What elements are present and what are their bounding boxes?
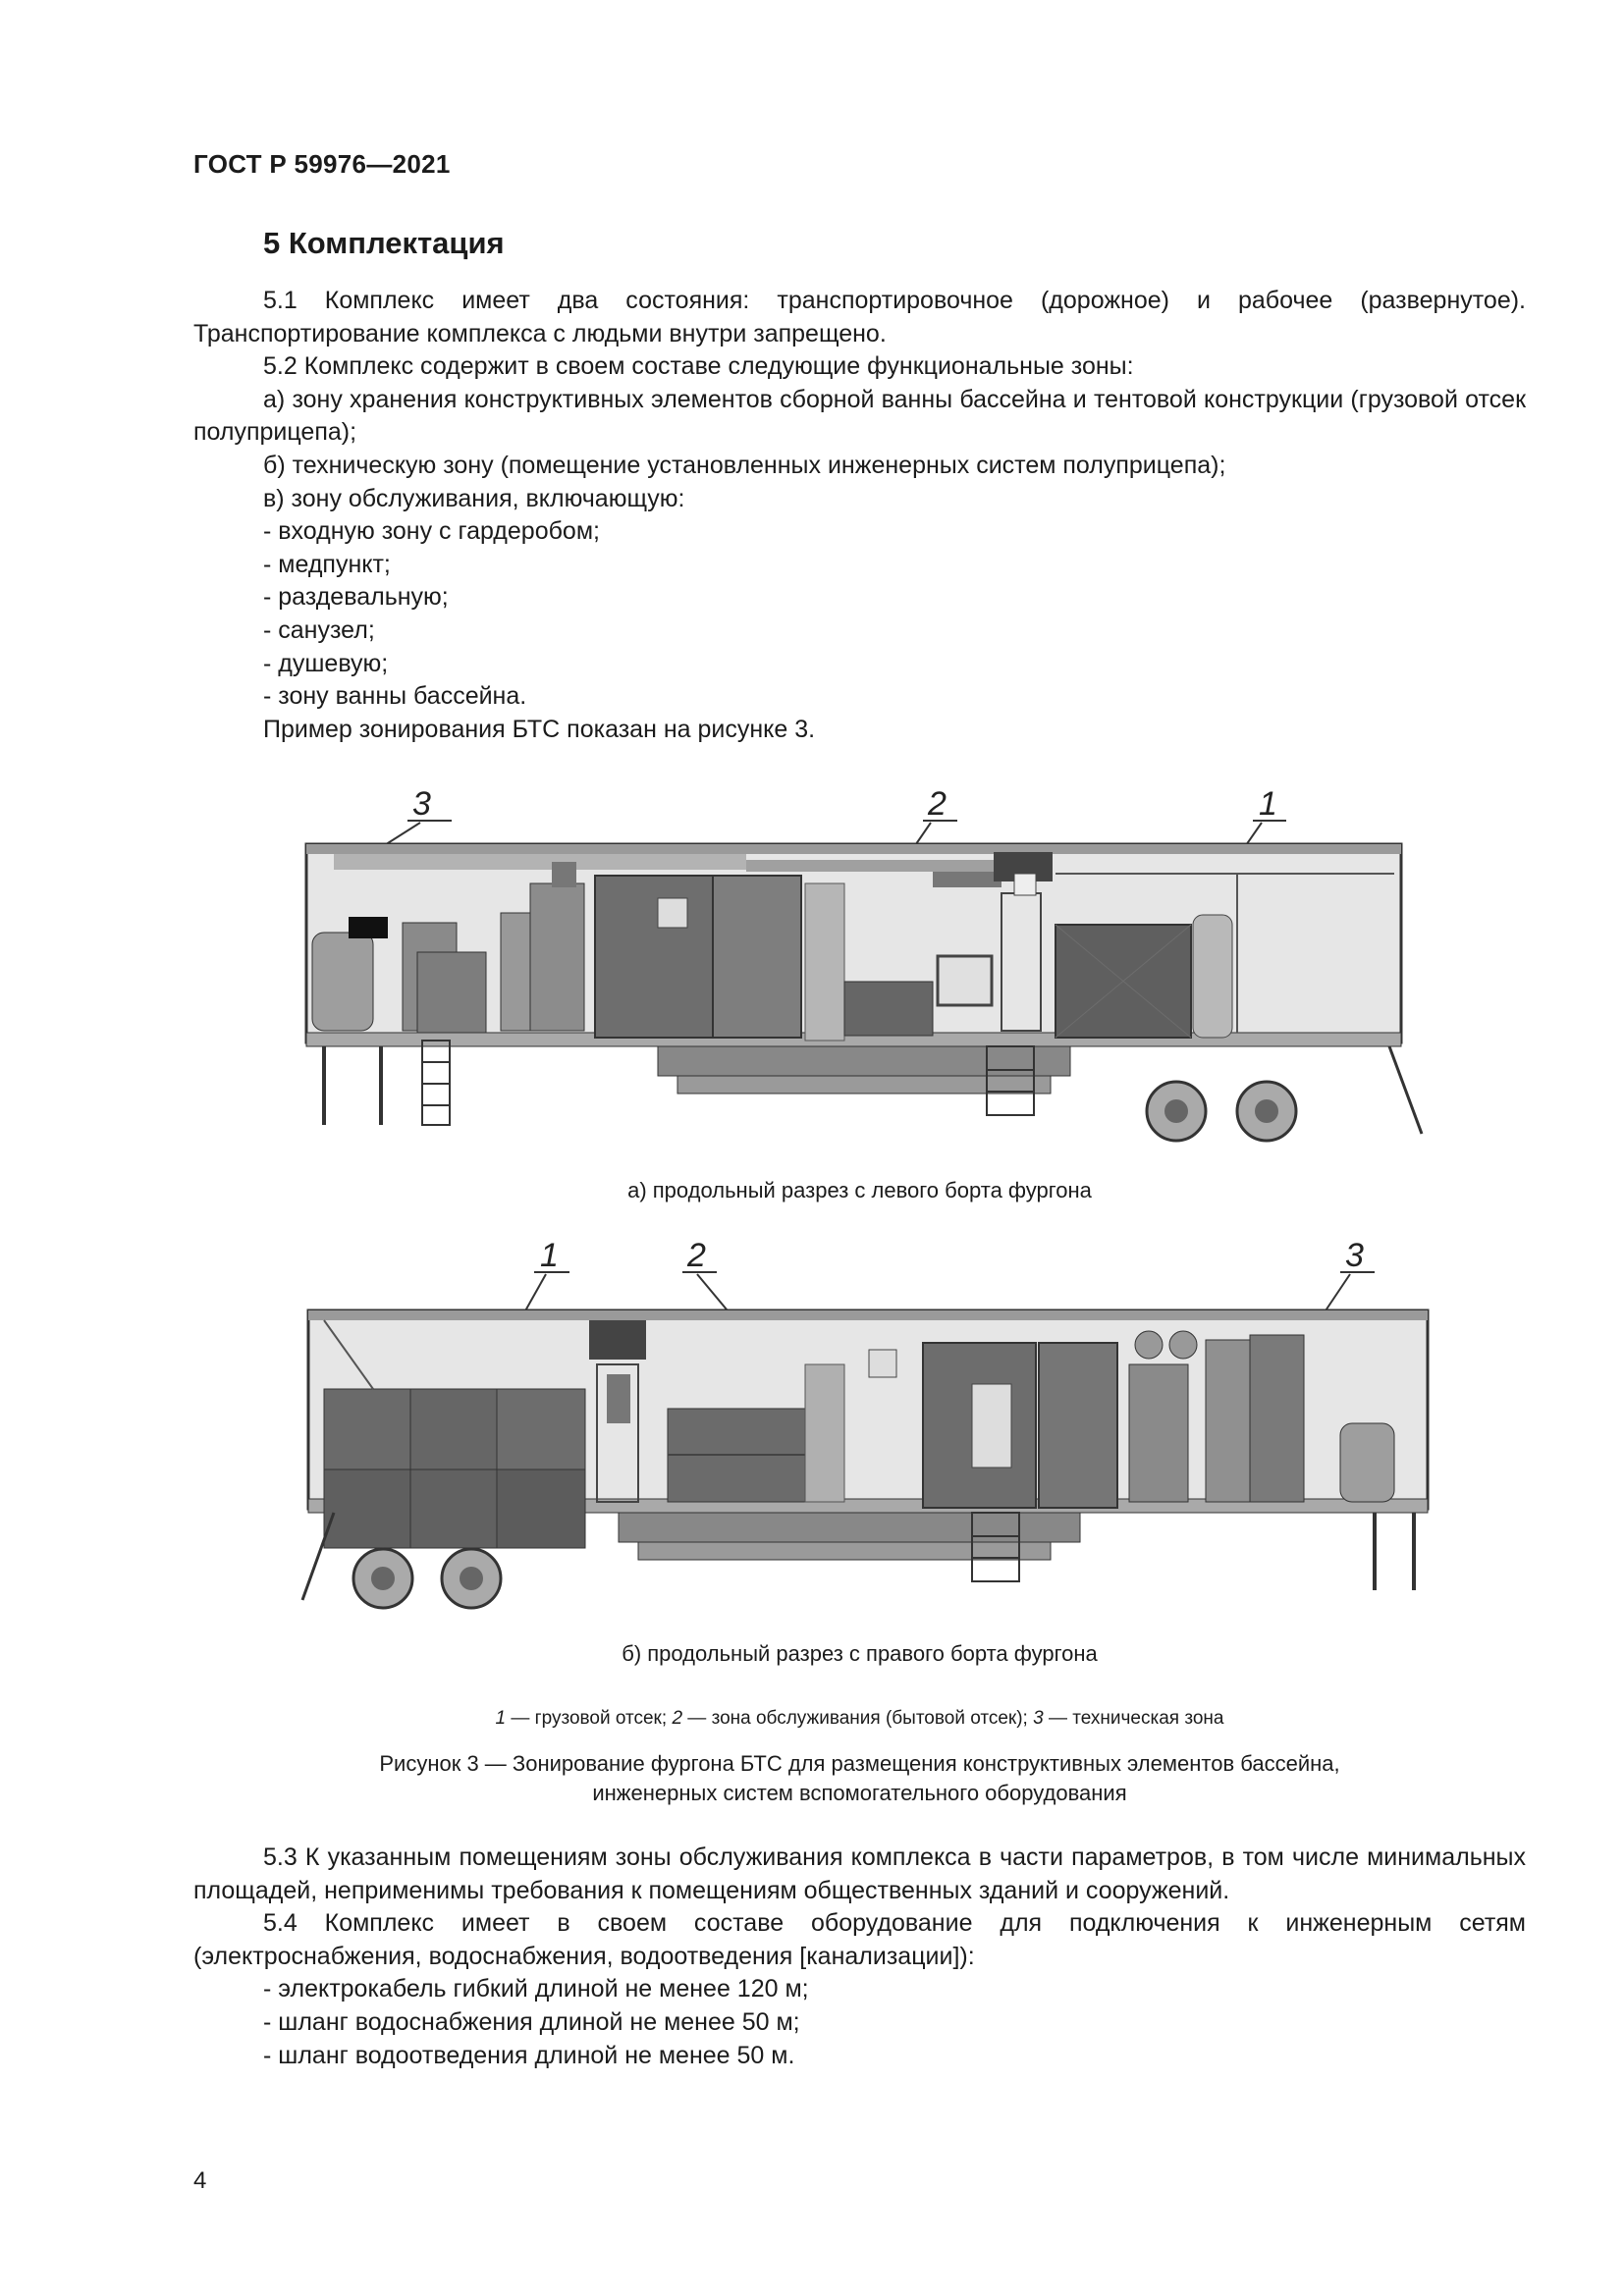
paragraph: а) зону хранения конструктивных элементов сборной ванны бассейна и тентовой конструкции (грузовой отсек полуприцепа); xyxy=(193,385,1526,447)
section-title: 5 Комплектация xyxy=(263,226,505,260)
page-number: 4 xyxy=(193,2167,207,2194)
top-text-block xyxy=(193,285,1526,746)
figure-caption-a: а) продольный разрез с левого борта фургона xyxy=(627,1178,1092,1202)
figure-caption-b: б) продольный разрез с правого борта фургона xyxy=(622,1641,1098,1666)
figure-title-line: инженерных систем вспомогательного оборудования xyxy=(592,1781,1127,1805)
list-item: - зону ванны бассейна. xyxy=(263,682,527,711)
list-item: б) техническую зону (помещение установленных инженерных систем полуприцепа); xyxy=(263,451,1226,479)
list-item: в) зону обслуживания, включающую: xyxy=(263,484,685,512)
paragraph: 5.2 Комплекс содержит в своем составе следующие функциональные зоны: xyxy=(263,352,1134,381)
list-item: - раздевальную; xyxy=(263,583,449,612)
list-item: - душевую; xyxy=(263,649,389,677)
document-header: ГОСТ Р 59976—2021 xyxy=(193,149,451,179)
legend-number: 3 xyxy=(1033,1708,1044,1729)
legend-text: — зона обслуживания (бытовой отсек); xyxy=(682,1708,1034,1729)
legend-number: 2 xyxy=(672,1708,683,1729)
zone-label-1: 1 xyxy=(540,1237,559,1274)
figure-title xyxy=(193,1749,1526,1808)
list-item: - шланг водоотведения длиной не менее 50 м. xyxy=(263,2041,795,2069)
figure-legend xyxy=(193,1708,1526,1730)
figure-title-line: Рисунок 3 — Зонирование фургона БТС для размещения конструктивных элементов бассейна, xyxy=(379,1751,1340,1776)
list-item: - входную зону с гардеробом; xyxy=(263,517,600,546)
trailer-section-left-drawing xyxy=(295,775,1443,1158)
list-item: - медпункт; xyxy=(263,550,391,578)
trailer-section-right-drawing xyxy=(295,1227,1443,1620)
list-item: Пример зонирования БТС показан на рисунке 3. xyxy=(263,715,816,743)
zone-label-3: 3 xyxy=(1345,1237,1364,1274)
zone-label-2: 2 xyxy=(928,785,947,823)
legend-text: — грузовой отсек; xyxy=(506,1708,673,1729)
zone-label-1: 1 xyxy=(1259,785,1277,823)
bottom-text-block xyxy=(193,1842,1526,2072)
paragraph: 5.4 Комплекс имеет в своем составе оборудование для подключения к инженерным сетям (электроснабжения, водоснабжения, водоотведения [канализации]): xyxy=(193,1909,1526,1970)
legend-number: 1 xyxy=(495,1708,507,1729)
paragraph: 5.3 К указанным помещениям зоны обслуживания комплекса в части параметров, в том числе минимальных площадей, неприменимы требования к помещениям общественных зданий и сооружений. xyxy=(193,1843,1526,1904)
list-item: - шланг водоснабжения длиной не менее 50 м; xyxy=(263,2007,800,2036)
zone-label-3: 3 xyxy=(412,785,431,823)
legend-text: — техническая зона xyxy=(1043,1708,1224,1729)
list-item: - санузел; xyxy=(263,615,375,644)
list-item: - электрокабель гибкий длиной не менее 120 м; xyxy=(263,1975,809,2003)
paragraph: 5.1 Комплекс имеет два состояния: транспортировочное (дорожное) и рабочее (развернутое). Транспортирование комплекса с людьми внутри запрещено. xyxy=(193,287,1526,347)
zone-label-2: 2 xyxy=(687,1237,706,1274)
